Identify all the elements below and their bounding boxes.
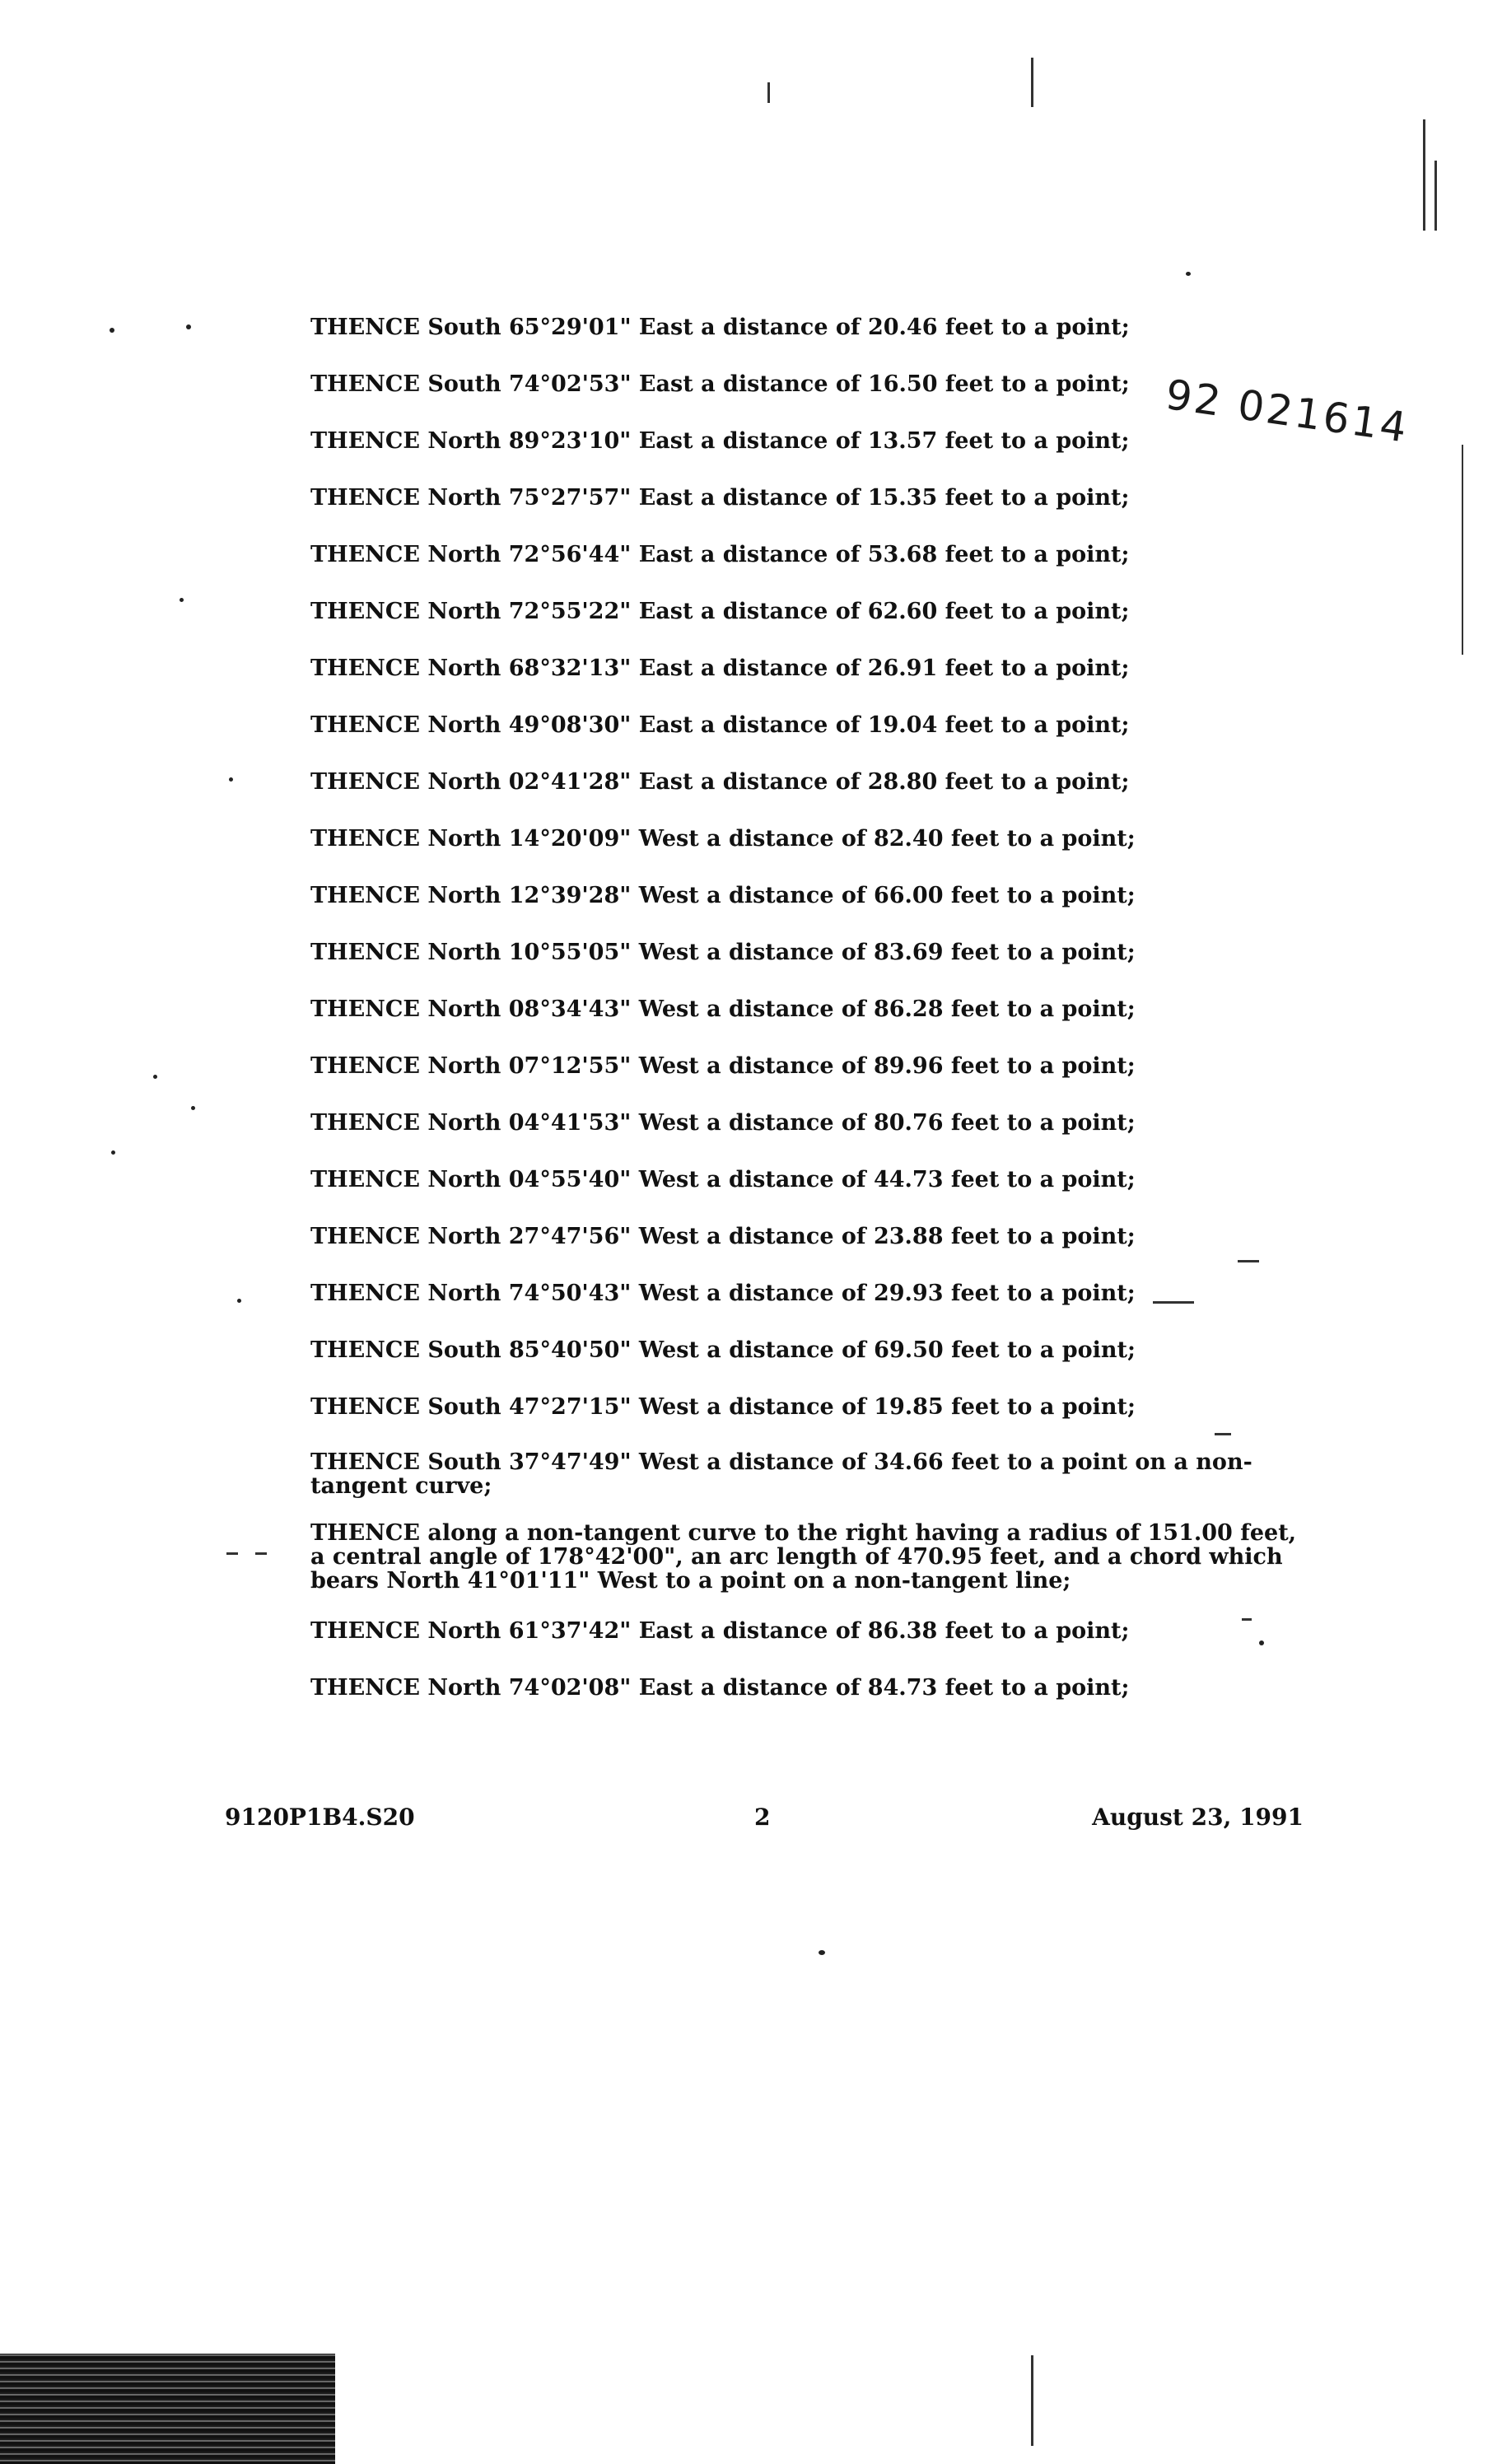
scan-speck: [153, 1075, 157, 1079]
scan-dash: [255, 1552, 267, 1555]
course-line: THENCE North 49°08'30" East a distance of 19.04 feet to a point;: [310, 712, 1130, 738]
course-line: THENCE North 04°41'53" West a distance of 80.76 feet to a point;: [310, 1110, 1136, 1136]
scan-speck: [110, 328, 114, 333]
page-number: 2: [754, 1804, 771, 1831]
course-line: THENCE South 47°27'15" West a distance of 19.85 feet to a point;: [310, 1394, 1136, 1420]
course-line: THENCE North 89°23'10" East a distance of 13.57 feet to a point;: [310, 428, 1130, 454]
scan-speck: [186, 324, 191, 329]
scan-dash: [226, 1552, 238, 1555]
scan-dash: [1242, 1618, 1252, 1621]
scan-mark: [767, 82, 770, 103]
course-line: THENCE North 61°37'42" East a distance of 86.38 feet to a point;: [310, 1618, 1130, 1644]
scan-mark: [1434, 161, 1437, 231]
scan-mark: [1031, 2355, 1033, 2446]
document-id: 9120P1B4.S20: [225, 1804, 415, 1831]
course-line: THENCE North 72°56'44" East a distance of 53.68 feet to a point;: [310, 542, 1130, 567]
scan-speck: [191, 1106, 195, 1110]
scan-speck: [237, 1299, 241, 1303]
course-line: THENCE North 68°32'13" East a distance of 26.91 feet to a point;: [310, 656, 1130, 681]
legal-description-courses: [310, 314, 1299, 1731]
scan-mark: [1462, 445, 1463, 655]
course-line-nontangent: THENCE South 37°47'49" West a distance of 34.66 feet to a point on a non-tangent curve;: [310, 1449, 1252, 1499]
course-line: THENCE North 72°55'22" East a distance of 62.60 feet to a point;: [310, 599, 1130, 624]
scan-dash: [1153, 1301, 1194, 1304]
scan-dash: [1215, 1433, 1231, 1435]
course-line: THENCE North 04°55'40" West a distance of 44.73 feet to a point;: [310, 1167, 1136, 1192]
course-line-curve: THENCE along a non-tangent curve to the right having a radius of 151.00 feet, a central angle of 178°42'00", an arc length of 470.95 feet, and a chord which bears North 41°01'11" West to a point on a non-tangent line;: [310, 1520, 1297, 1594]
course-line: THENCE North 07°12'55" West a distance of 89.96 feet to a point;: [310, 1053, 1136, 1079]
course-line: THENCE North 12°39'28" West a distance of 66.00 feet to a point;: [310, 883, 1136, 908]
course-line: THENCE North 10°55'05" West a distance of 83.69 feet to a point;: [310, 940, 1136, 965]
scan-dash: [1238, 1260, 1259, 1262]
scan-speck: [180, 598, 184, 602]
recording-number-stamp: 92 021614: [1162, 371, 1412, 452]
scan-speck: [1259, 1640, 1264, 1645]
course-line: THENCE North 74°02'08" East a distance of 84.73 feet to a point;: [310, 1675, 1130, 1701]
course-line: THENCE North 75°27'57" East a distance of 15.35 feet to a point;: [310, 485, 1130, 511]
course-line: THENCE North 74°50'43" West a distance of 29.93 feet to a point;: [310, 1281, 1136, 1306]
course-line: THENCE South 74°02'53" East a distance of 16.50 feet to a point;: [310, 371, 1130, 397]
scan-speck: [1186, 272, 1191, 276]
document-date: August 23, 1991: [1092, 1804, 1304, 1831]
scan-edge-bar: [0, 2354, 335, 2464]
scan-mark: [1423, 119, 1425, 231]
scan-mark: [1031, 58, 1033, 107]
course-line: THENCE South 85°40'50" West a distance of 69.50 feet to a point;: [310, 1337, 1136, 1363]
scan-speck: [229, 777, 233, 782]
scan-speck: [819, 1950, 825, 1955]
course-line: THENCE North 08°34'43" West a distance of 86.28 feet to a point;: [310, 996, 1136, 1022]
course-line: THENCE North 27°47'56" West a distance of 23.88 feet to a point;: [310, 1224, 1136, 1249]
course-line: THENCE South 65°29'01" East a distance of 20.46 feet to a point;: [310, 315, 1130, 340]
scan-speck: [111, 1150, 115, 1155]
course-line: THENCE North 02°41'28" East a distance of 28.80 feet to a point;: [310, 769, 1130, 795]
course-line: THENCE North 14°20'09" West a distance of 82.40 feet to a point;: [310, 826, 1136, 852]
